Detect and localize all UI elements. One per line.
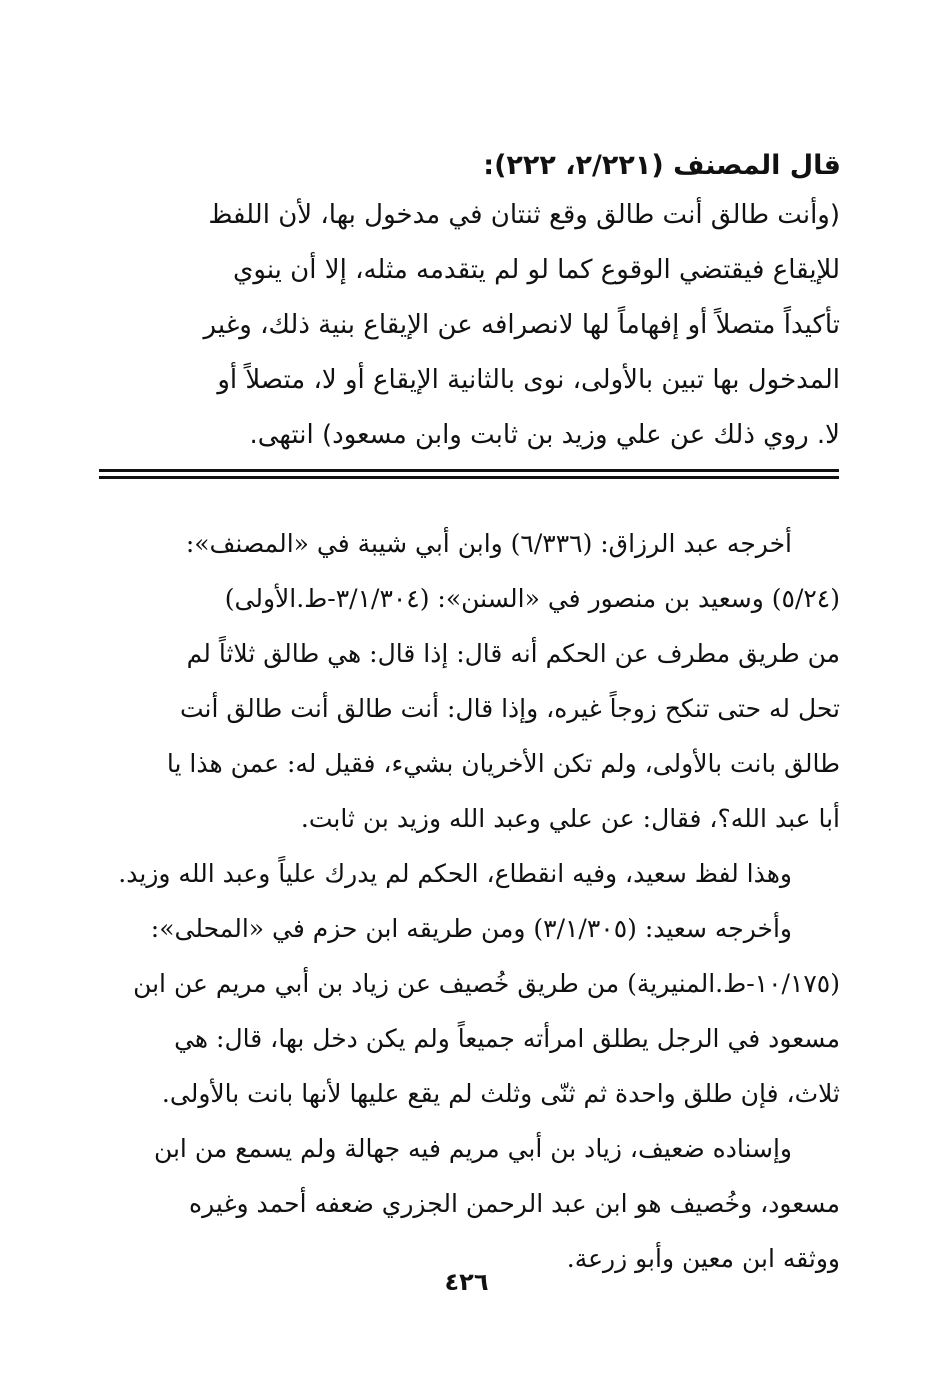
section-heading: قال المصنف (٢/٢٢١، ٢٢٢): bbox=[483, 150, 841, 181]
footnote-line: طالق بانت بالأولى، ولم تكن الأخريان بشيء، فقيل له: عمن هذا يا bbox=[166, 749, 840, 778]
footnote-line: وإسناده ضعيف، زياد بن أبي مريم فيه جهالة ولم يسمع من ابن bbox=[153, 1134, 792, 1163]
footnote-line: من طريق مطرف عن الحكم أنه قال: إذا قال: هي طالق ثلاثاً لم bbox=[186, 639, 840, 668]
quoted-text-block bbox=[96, 188, 840, 463]
quoted-text-line: لا. روي ذلك عن علي وزيد بن ثابت وابن مسعود) انتهى. bbox=[249, 420, 840, 450]
separator-rule-bottom bbox=[99, 476, 839, 479]
separator-rule-top bbox=[99, 469, 839, 472]
footnote-line: أخرجه عبد الرزاق: (٦/٣٣٦) وابن أبي شيبة في «المصنف»: bbox=[185, 529, 792, 558]
quoted-text-line: المدخول بها تبين بالأولى، نوى بالثانية الإيقاع أو لا، متصلاً أو bbox=[217, 365, 840, 395]
footnotes-block bbox=[92, 516, 840, 1286]
footnote-line: (٥/٢٤) وسعيد بن منصور في «السنن»: (٣/١/٣٠٤-ط.الأولى) bbox=[224, 584, 840, 613]
footnote-line: مسعود، وخُصيف هو ابن عبد الرحمن الجزري ضعفه أحمد وغيره bbox=[189, 1189, 840, 1218]
footnote-line: ووثقه ابن معين وأبو زرعة. bbox=[566, 1244, 840, 1273]
footnote-line: وهذا لفظ سعيد، وفيه انقطاع، الحكم لم يدرك علياً وعبد الله وزيد. bbox=[118, 859, 792, 888]
quoted-text-line: تأكيداً متصلاً أو إفهاماً لها لانصرافه عن الإيقاع بنية ذلك، وغير bbox=[203, 310, 840, 340]
footnote-line: تحل له حتى تنكح زوجاً غيره، وإذا قال: أنت طالق أنت طالق أنت bbox=[179, 694, 840, 723]
quoted-text-line: للإيقاع فيقتضي الوقوع كما لو لم يتقدمه مثله، إلا أن ينوي bbox=[233, 255, 840, 285]
footnote-line: وأخرجه سعيد: (٣/١/٣٠٥) ومن طريقه ابن حزم في «المحلى»: bbox=[150, 914, 792, 943]
footnote-line: مسعود في الرجل يطلق امرأته جميعاً ولم يكن دخل بها، قال: هي bbox=[174, 1024, 840, 1053]
footnote-line: أبا عبد الله؟، فقال: عن علي وعبد الله وزيد بن ثابت. bbox=[300, 804, 840, 833]
footnote-line: (١٠/١٧٥-ط.المنيرية) من طريق خُصيف عن زياد بن أبي مريم عن ابن bbox=[133, 969, 840, 998]
page-number: ٤٢٦ bbox=[444, 1268, 489, 1296]
quoted-text-line: (وأنت طالق أنت طالق وقع ثنتان في مدخول بها، لأن اللفظ bbox=[208, 200, 840, 230]
footnote-line: ثلاث، فإن طلق واحدة ثم ثنّى وثلث لم يقع عليها لأنها بانت بالأولى. bbox=[161, 1079, 840, 1108]
